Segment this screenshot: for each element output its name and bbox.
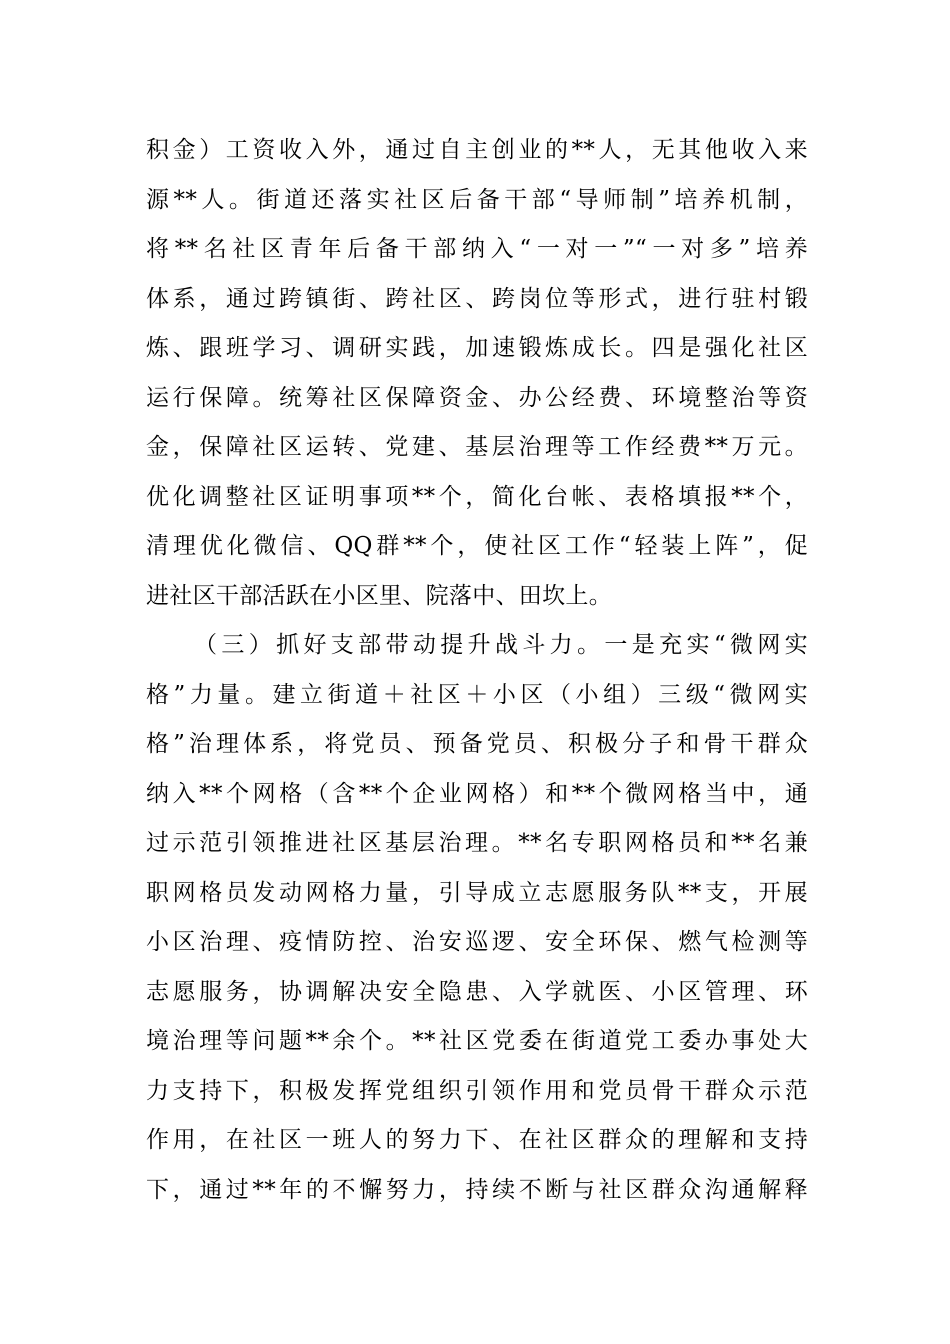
text-line: 纳入**个网格（含**个企业网格）和**个微网格当中，通 [146, 780, 808, 807]
text-line: 积金）工资收入外，通过自主创业的**人，无其他收入来 [146, 137, 808, 163]
text-line: 过示范引领推进社区基层治理。**名专职网格员和**名兼 [146, 830, 808, 856]
text-line: 力支持下，积极发挥党组织引领作用和党员骨干群众示范 [146, 1077, 808, 1104]
text-line: 作用，在社区一班人的努力下、在社区群众的理解和支持 [146, 1127, 808, 1153]
section-heading-line: （三）抓好支部带动提升战斗力。一是充实“微网实 [194, 632, 808, 658]
text-line: 运行保障。统筹社区保障资金、办公经费、环境整治等资 [146, 384, 808, 411]
text-line: 格”治理体系，将党员、预备党员、积极分子和骨干群众 [146, 731, 808, 757]
text-line: 小区治理、疫情防控、治安巡逻、安全环保、燃气检测等 [146, 929, 808, 955]
text-line: 清理优化微信、QQ群**个，使社区工作“轻装上阵”，促 [146, 533, 808, 559]
text-line: 炼、跟班学习、调研实践，加速锻炼成长。四是强化社区 [146, 335, 808, 361]
text-line: 将**名社区青年后备干部纳入“一对一”“一对多”培养 [146, 236, 808, 262]
text-line: 境治理等问题**余个。**社区党委在街道党工委办事处大 [146, 1028, 808, 1054]
text-line: 源**人。街道还落实社区后备干部“导师制”培养机制， [146, 186, 808, 213]
text-line: 体系，通过跨镇街、跨社区、跨岗位等形式，进行驻村锻 [146, 285, 808, 312]
paragraph-end-line: 进社区干部活跃在小区里、院落中、田坎上。 [146, 582, 612, 609]
body-text [146, 126, 808, 1215]
text-line: 志愿服务，协调解决安全隐患、入学就医、小区管理、环 [146, 978, 808, 1005]
text-line: 优化调整社区证明事项**个，简化台帐、表格填报**个， [146, 483, 808, 510]
text-line: 下，通过**年的不懈努力，持续不断与社区群众沟通解释 [146, 1176, 808, 1203]
text-line: 职网格员发动网格力量，引导成立志愿服务队**支，开展 [146, 879, 808, 906]
text-line: 格”力量。建立街道＋社区＋小区（小组）三级“微网实 [146, 681, 808, 708]
text-line: 金，保障社区运转、党建、基层治理等工作经费**万元。 [146, 434, 808, 460]
